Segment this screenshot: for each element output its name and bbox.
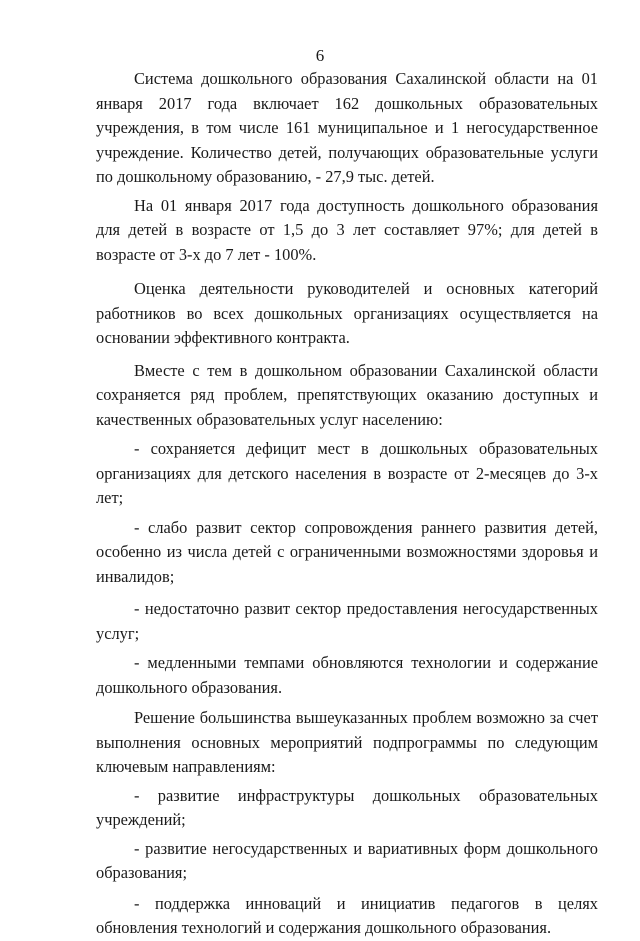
page-number: 6 <box>315 46 325 65</box>
list-item-variative-forms: - развитие негосударственных и вариативных форм дошкольного образования; <box>96 838 598 882</box>
paragraph-availability: На 01 января 2017 года доступность дошкольного образования для детей в возрасте от 1,5 до 3 лет составляет 97%; для детей в возрасте от 3-х до 7 лет - 100%. <box>96 195 598 264</box>
list-item-place-deficit: - сохраняется дефицит мест в дошкольных образовательных организациях для детского населения в возрасте от 2-месяцев до 3-х лет; <box>96 439 598 507</box>
list-item-early-development: - слабо развит сектор сопровождения раннего развития детей, особенно из числа детей с ограниченными возможностями здоровья и инвалидов; <box>96 517 598 586</box>
list-item-technology-renewal: - медленными темпами обновляются технологии и содержание дошкольного образования. <box>96 653 598 697</box>
paragraph-problems-intro: Вместе с тем в дошкольном образовании Сахалинской области сохраняется ряд проблем, препятствующих оказанию доступных и качественных образовательных услуг населению: <box>96 360 598 429</box>
list-item-innovation-support: - поддержка инноваций и инициатив педагогов в целях обновления технологий и содержания дошкольного образования. <box>96 893 598 937</box>
list-item-non-state-services: - недостаточно развит сектор предоставления негосударственных услуг; <box>96 599 598 643</box>
document-body <box>96 67 598 941</box>
paragraph-evaluation: Оценка деятельности руководителей и основных категорий работников во всех дошкольных организациях осуществляется на основании эффективного контракта. <box>96 279 598 347</box>
list-item-infrastructure: - развитие инфраструктуры дошкольных образовательных учреждений; <box>96 785 598 829</box>
paragraph-solution-intro: Решение большинства вышеуказанных проблем возможно за счет выполнения основных мероприятий подпрограммы по следующим ключевым направлениям: <box>96 708 598 776</box>
paragraph-preschool-system: Система дошкольного образования Сахалинской области на 01 января 2017 года включает 162 дошкольных образовательных учреждения, в том числе 161 муниципальное и 1 негосударственное учреждение. Количество детей, получающих образовательные услуги по дошкольному образованию, - 27,9 тыс. детей. <box>96 69 598 186</box>
